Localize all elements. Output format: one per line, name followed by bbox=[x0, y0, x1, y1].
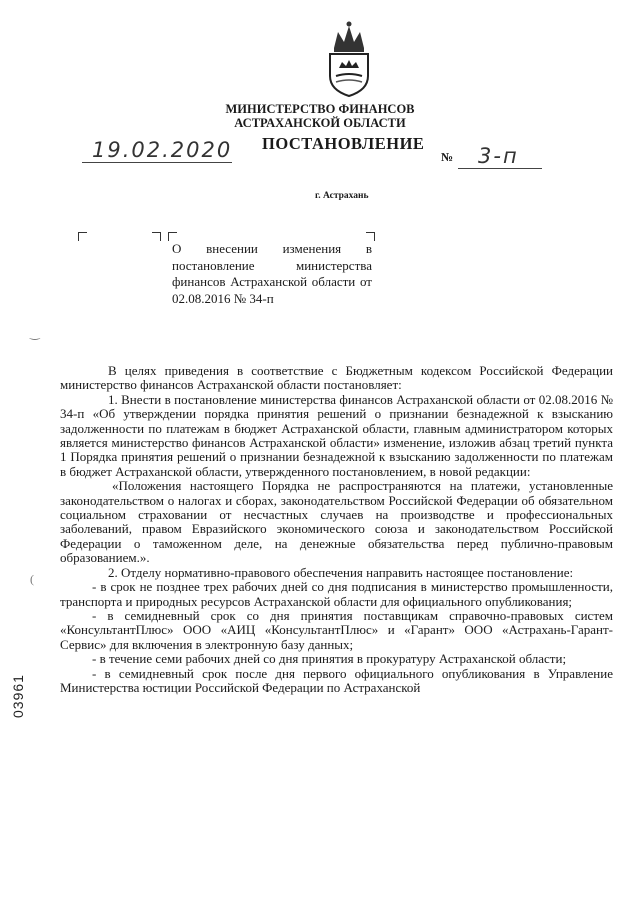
date-handwritten: 19.02.2020 bbox=[92, 138, 233, 162]
list-item-dash-4: - в семидневный срок после дня первого официального опубликования в Управление Министерства юстиции Российской Федерации по Астраханской bbox=[60, 665, 613, 695]
document-type-title: ПОСТАНОВЛЕНИЕ bbox=[262, 134, 425, 153]
paragraph-preamble: В целях приведения в соответствие с Бюджетным кодексом Российской Федерации министерство финансов Астраханской области постановляет: bbox=[60, 363, 613, 393]
number-sign: № bbox=[441, 150, 454, 164]
paragraph-item-1: 1. Внести в постановление министерства финансов Астраханской области от 02.08.2016 № 34-п «Об утверждении порядка принятия решений о признании безнадежной к взысканию задолженности по платежам в бюджет Астраханской области, главным администратором которых является министерство финансов Астраханской области» изменение, изложив абзац третий пункта 1 Порядка принятия решений о признании безнадежной к взысканию задолженности по платежам в бюджет Астраханской области, утвержденного постановлением, в новой редакции: bbox=[60, 391, 613, 479]
paragraph-item-2: 2. Отделу нормативно-правового обеспечения направить настоящее постановление: bbox=[108, 564, 574, 580]
margin-mark: ‿ bbox=[30, 326, 40, 340]
ministry-name-line1: МИНИСТЕРСТВО ФИНАНСОВ bbox=[225, 102, 415, 116]
corner-bracket-top-left bbox=[78, 232, 87, 241]
list-item-dash-3: - в течение семи рабочих дней со дня принятия в прокуратуру Астраханской области; bbox=[92, 651, 567, 667]
margin-stamp-number: 03961 bbox=[10, 674, 26, 718]
corner-bracket-subject-right bbox=[366, 232, 375, 241]
number-underline bbox=[458, 168, 542, 169]
margin-mark: ( bbox=[30, 572, 34, 586]
list-item-dash-1: - в срок не позднее трех рабочих дней со дня подписания в министерство промышленности, транспорта и природных ресурсов Астраханской области для официального опубликования; bbox=[60, 579, 613, 609]
corner-bracket-subject-left bbox=[168, 232, 177, 241]
document-body bbox=[60, 364, 613, 695]
city-label: г. Астрахань bbox=[315, 191, 369, 201]
date-underline bbox=[82, 162, 232, 163]
ministry-name-line2: АСТРАХАНСКОЙ ОБЛАСТИ bbox=[234, 116, 406, 130]
paragraph-quote: «Положения настоящего Порядка не распространяются на платежи, установленные законодательством о налогах и сборах, законодательством Российской Федерации об обязательном социальном страховании от несчастных случаев на производстве и профессиональных заболеваний, правом Евразийского экономического союза и законодательством Российской Федерации о таможенном деле, на денежные обязательства перед публично-правовым образованием.». bbox=[60, 478, 613, 566]
corner-bracket-top-right bbox=[152, 232, 161, 241]
list-item-dash-2: - в семидневный срок со дня принятия поставщикам справочно-правовых систем «КонсультантПлюс» ООО «АИЦ «КонсультантПлюс» и «Гарант» ООО «Астрахань-Гарант-Сервис» для включения в электронную базу данных; bbox=[60, 607, 613, 652]
document-subject: О внесении изменения в постановление министерства финансов Астраханской области от 02.08.2016 № 34-п bbox=[172, 241, 372, 306]
coat-of-arms-emblem bbox=[324, 18, 374, 98]
number-handwritten: 3-п bbox=[478, 144, 519, 168]
